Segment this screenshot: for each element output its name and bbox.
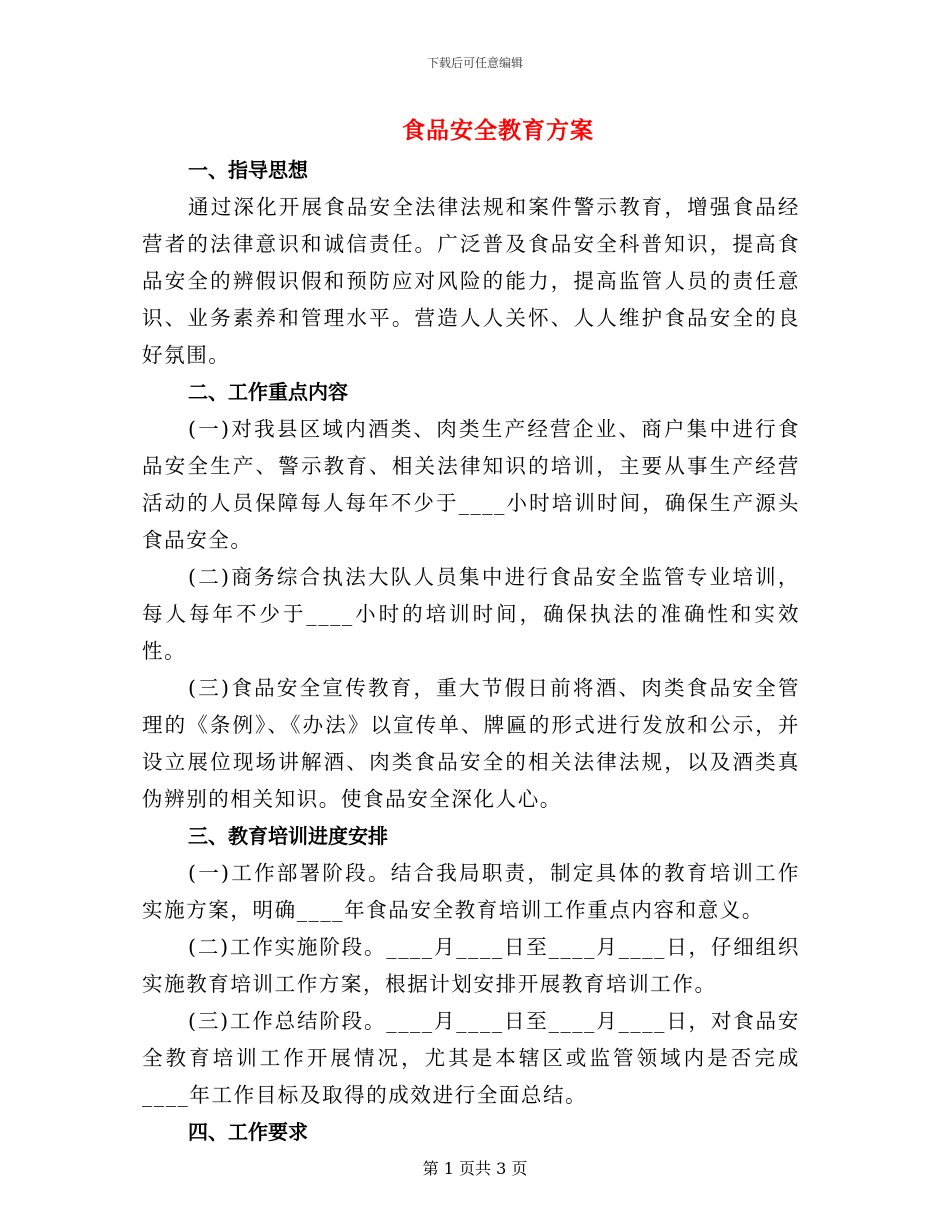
paragraph: (一)对我县区域内酒类、肉类生产经营企业、商户集中进行食品安全生产、警示教育、相关法律知识的培训，主要从事生产经营活动的人员保障每人每年不少于____小时培训时间，确保生产源头食品安全。 xyxy=(142,417,800,552)
header-note: 下载后可任意编辑 xyxy=(426,56,523,70)
paragraph: (三)食品安全宣传教育，重大节假日前将酒、肉类食品安全管理的《条例》、《办法》以宣传单、牌匾的形式进行发放和公示，并设立展位现场讲解酒、肉类食品安全的相关法律法规，以及酒类真伪辨别的相关知识。使食品安全深化人心。 xyxy=(142,676,800,811)
document-body xyxy=(142,152,800,1151)
section-heading: 二、工作重点内容 xyxy=(188,380,348,404)
document-title: 食品安全教育方案 xyxy=(402,118,594,144)
section-heading: 三、教育培训进度安排 xyxy=(188,824,388,848)
paragraph: (一)工作部署阶段。结合我局职责，制定具体的教育培训工作实施方案，明确____年食品安全教育培训工作重点内容和意义。 xyxy=(142,861,800,922)
section-heading: 一、指导思想 xyxy=(188,158,308,182)
paragraph: (二)商务综合执法大队人员集中进行食品安全监管专业培训，每人每年不少于____小时的培训时间，确保执法的准确性和实效性。 xyxy=(142,565,800,663)
paragraph: (二)工作实施阶段。____月____日至____月____日，仔细组织实施教育培训工作方案，根据计划安排开展教育培训工作。 xyxy=(142,935,800,996)
section-heading: 四、工作要求 xyxy=(188,1120,308,1144)
page-footer: 第 1 页共 3 页 xyxy=(422,1159,528,1178)
paragraph: 通过深化开展食品安全法律法规和案件警示教育，增强食品经营者的法律意识和诚信责任。广泛普及食品安全科普知识，提高食品安全的辨假识假和预防应对风险的能力，提高监管人员的责任意识、业务素养和管理水平。营造人人关怀、人人维护食品安全的良好氛围。 xyxy=(142,195,800,367)
paragraph: (三)工作总结阶段。____月____日至____月____日，对食品安全教育培训工作开展情况，尤其是本辖区或监管领域内是否完成____年工作目标及取得的成效进行全面总结。 xyxy=(142,1009,800,1107)
